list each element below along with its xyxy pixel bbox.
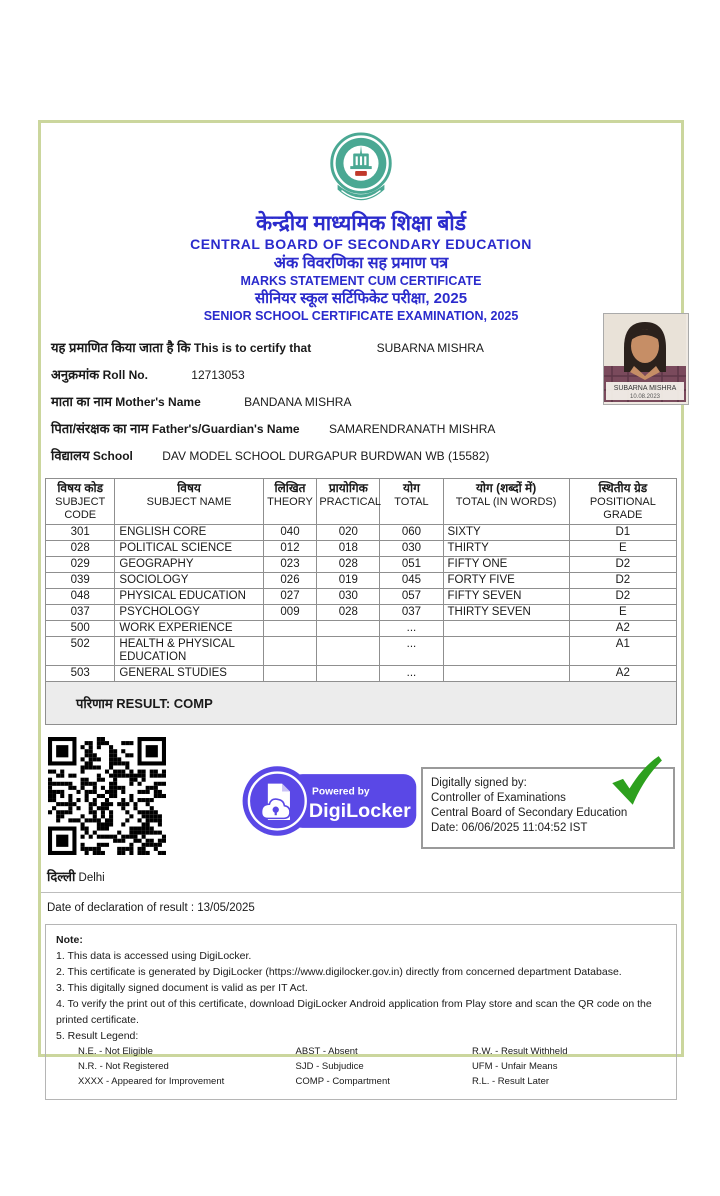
marks-cell: 027	[263, 589, 317, 605]
result-label-english: RESULT:	[116, 696, 171, 711]
signature-line2: Controller of Examinations	[431, 792, 566, 804]
result-band	[45, 682, 677, 725]
place-english: Delhi	[78, 872, 105, 884]
result-legend	[78, 1044, 666, 1089]
marks-cell: 019	[317, 573, 380, 589]
document-title-hindi: अंक विवरणिका सह प्रमाण पत्र	[273, 255, 449, 272]
marks-cell: ...	[380, 637, 443, 666]
legend-item: UFM - Unfair Means	[471, 1061, 558, 1072]
marks-cell: POLITICAL SCIENCE	[115, 541, 263, 557]
father-name: SAMARENDRANATH MISHRA	[328, 422, 496, 436]
marks-cell: D1	[569, 525, 676, 541]
certificate	[38, 120, 684, 1087]
declaration-label: Date of declaration of result :	[47, 902, 195, 914]
legend-item: R.L. - Result Later	[471, 1076, 550, 1087]
marks-column-header: योग (शब्दों में) TOTAL (IN WORDS)	[443, 479, 569, 525]
marks-cell: 039	[46, 573, 115, 589]
marks-cell: 500	[46, 621, 115, 637]
marks-cell: A2	[569, 621, 676, 637]
photo-caption-date: 10.08.2023	[629, 394, 661, 400]
table-row	[46, 666, 677, 682]
exam-title-english: SENIOR SCHOOL CERTIFICATE EXAMINATION, 2025	[203, 309, 519, 323]
marks-cell: 030	[317, 589, 380, 605]
mother-label-hindi: माता का नाम	[51, 394, 112, 409]
school-label-hindi: विद्यालय	[51, 448, 90, 463]
marks-table-body	[46, 525, 677, 682]
declaration-row	[47, 902, 681, 914]
table-row	[46, 541, 677, 557]
marks-cell: 023	[263, 557, 317, 573]
marks-cell: 048	[46, 589, 115, 605]
marks-cell: D2	[569, 589, 676, 605]
marks-table-header-row	[46, 479, 677, 525]
legend-title: 5. Result Legend:	[56, 1030, 139, 1042]
photo-caption-name: SUBARNA MISHRA	[613, 385, 677, 392]
marks-column-header: विषय कोड SUBJECT CODE	[46, 479, 115, 525]
marks-cell: ...	[380, 666, 443, 682]
certify-row	[51, 334, 681, 361]
certify-label-english: This is to certify that	[193, 341, 312, 355]
note-item: 3. This digitally signed document is valid as per IT Act.	[56, 982, 308, 994]
marks-cell: 029	[46, 557, 115, 573]
school-name: DAV MODEL SCHOOL DURGAPUR BURDWAN WB (15582)	[162, 449, 490, 463]
marks-cell: 503	[46, 666, 115, 682]
marks-cell: 502	[46, 637, 115, 666]
legend-item: ABST - Absent	[295, 1046, 358, 1057]
note-item: 4. To verify the print out of this certificate, download DigiLocker Android application from Play store and scan the QR code on the printed certificate.	[56, 998, 652, 1026]
marks-cell: 020	[317, 525, 380, 541]
powered-by-label: Powered by	[312, 786, 370, 798]
marks-cell	[317, 637, 380, 666]
marks-cell: 051	[380, 557, 443, 573]
marks-cell: 037	[46, 605, 115, 621]
father-label-english: Father's/Guardian's Name	[151, 422, 300, 436]
marks-cell: GEOGRAPHY	[115, 557, 263, 573]
cbse-logo-icon	[322, 130, 400, 212]
marks-table	[45, 478, 677, 682]
marks-cell: 030	[380, 541, 443, 557]
table-row	[46, 589, 677, 605]
document-title-english: MARKS STATEMENT CUM CERTIFICATE	[240, 274, 482, 288]
roll-label-hindi: अनुक्रमांक	[51, 367, 100, 382]
legend-item: R.W. - Result Withheld	[471, 1046, 568, 1057]
table-row	[46, 621, 677, 637]
marks-cell: A1	[569, 637, 676, 666]
marks-cell	[443, 637, 569, 666]
legend-item: SJD - Subjudice	[295, 1061, 364, 1072]
marks-cell: FIFTY ONE	[443, 557, 569, 573]
school-label-english: School	[92, 449, 133, 463]
marks-column-header: लिखित THEORY	[263, 479, 317, 525]
marks-column-header: प्रायोगिक PRACTICAL	[317, 479, 380, 525]
marks-cell: SIXTY	[443, 525, 569, 541]
marks-cell	[317, 666, 380, 682]
mother-name: BANDANA MISHRA	[244, 395, 352, 409]
digilocker-label: DigiLocker	[308, 799, 411, 822]
verification-section	[45, 737, 677, 859]
divider	[41, 892, 681, 893]
marks-cell: D2	[569, 557, 676, 573]
roll-number: 12713053	[191, 368, 245, 382]
legend-item: N.E. - Not Eligible	[78, 1046, 153, 1057]
marks-column-header: विषय SUBJECT NAME	[115, 479, 263, 525]
marks-cell: 045	[380, 573, 443, 589]
marks-cell: ENGLISH CORE	[115, 525, 263, 541]
marks-cell: 018	[317, 541, 380, 557]
roll-label-english: Roll No.	[102, 368, 148, 382]
verified-check-icon	[609, 755, 663, 807]
digilocker-badge	[241, 763, 421, 839]
marks-cell: 026	[263, 573, 317, 589]
board-name-english: CENTRAL BOARD OF SECONDARY EDUCATION	[190, 236, 532, 252]
qr-code	[48, 737, 166, 855]
exam-title-hindi: सीनियर स्कूल सर्टिफिकेट परीक्षा, 2025	[254, 290, 468, 307]
marks-cell: 028	[317, 557, 380, 573]
place-hindi: दिल्ली	[47, 869, 76, 884]
marks-cell: SOCIOLOGY	[115, 573, 263, 589]
result-value: COMP	[173, 696, 213, 711]
student-photo	[603, 313, 689, 405]
board-name-hindi: केन्द्रीय माध्यमिक शिक्षा बोर्ड	[256, 212, 466, 235]
marks-cell	[263, 621, 317, 637]
marks-cell: WORK EXPERIENCE	[115, 621, 263, 637]
marks-column-header: स्थितीय ग्रेड POSITIONAL GRADE	[569, 479, 676, 525]
marks-cell: 040	[263, 525, 317, 541]
certify-label-hindi: यह प्रमाणित किया जाता है कि	[51, 340, 191, 355]
school-row	[51, 442, 681, 469]
marks-cell: 301	[46, 525, 115, 541]
marks-section	[45, 478, 677, 725]
marks-cell: 028	[46, 541, 115, 557]
note-item: 2. This certificate is generated by DigiLocker (https://www.digilocker.gov.in) directly from concerned department Database.	[56, 966, 622, 978]
place-row	[47, 867, 681, 885]
marks-cell	[263, 637, 317, 666]
father-row	[51, 415, 681, 442]
mother-label-english: Mother's Name	[115, 395, 201, 409]
signature-line1: Digitally signed by:	[431, 777, 527, 789]
table-row	[46, 525, 677, 541]
legend-item: N.R. - Not Registered	[78, 1061, 169, 1072]
table-row	[46, 573, 677, 589]
marks-cell	[443, 666, 569, 682]
marks-cell	[317, 621, 380, 637]
student-info	[51, 334, 681, 469]
table-row	[46, 605, 677, 621]
marks-cell: A2	[569, 666, 676, 682]
marks-cell: 012	[263, 541, 317, 557]
student-name: SUBARNA MISHRA	[376, 341, 484, 355]
marks-cell: 028	[317, 605, 380, 621]
marks-cell	[443, 621, 569, 637]
roll-row	[51, 361, 681, 388]
marks-cell	[263, 666, 317, 682]
marks-cell: GENERAL STUDIES	[115, 666, 263, 682]
marks-cell: 057	[380, 589, 443, 605]
father-label-hindi: पिता/संरक्षक का नाम	[51, 421, 149, 436]
marks-cell: FORTY FIVE	[443, 573, 569, 589]
marks-cell: PSYCHOLOGY	[115, 605, 263, 621]
marks-cell: D2	[569, 573, 676, 589]
marks-cell: 037	[380, 605, 443, 621]
note-title: Note:	[56, 934, 83, 946]
result-label-hindi: परिणाम	[76, 696, 113, 711]
marks-cell: 060	[380, 525, 443, 541]
note-item: 1. This data is accessed using DigiLocker.	[56, 950, 252, 962]
mother-row	[51, 388, 681, 415]
marks-cell: E	[569, 541, 676, 557]
note-box	[45, 924, 677, 1100]
marks-column-header: योग TOTAL	[380, 479, 443, 525]
marks-cell: HEALTH & PHYSICAL EDUCATION	[115, 637, 263, 666]
marks-cell: FIFTY SEVEN	[443, 589, 569, 605]
signature-date: Date: 06/06/2025 11:04:52 IST	[431, 822, 588, 834]
legend-item: COMP - Compartment	[295, 1076, 390, 1087]
marks-cell: THIRTY SEVEN	[443, 605, 569, 621]
marks-cell: 009	[263, 605, 317, 621]
table-row	[46, 637, 677, 666]
marks-cell: PHYSICAL EDUCATION	[115, 589, 263, 605]
declaration-date: 13/05/2025	[197, 902, 255, 914]
marks-cell: ...	[380, 621, 443, 637]
marks-cell: THIRTY	[443, 541, 569, 557]
signature-line3: Central Board of Secondary Education	[431, 807, 628, 819]
marks-cell: E	[569, 605, 676, 621]
table-row	[46, 557, 677, 573]
legend-item: XXXX - Appeared for Improvement	[78, 1076, 225, 1087]
